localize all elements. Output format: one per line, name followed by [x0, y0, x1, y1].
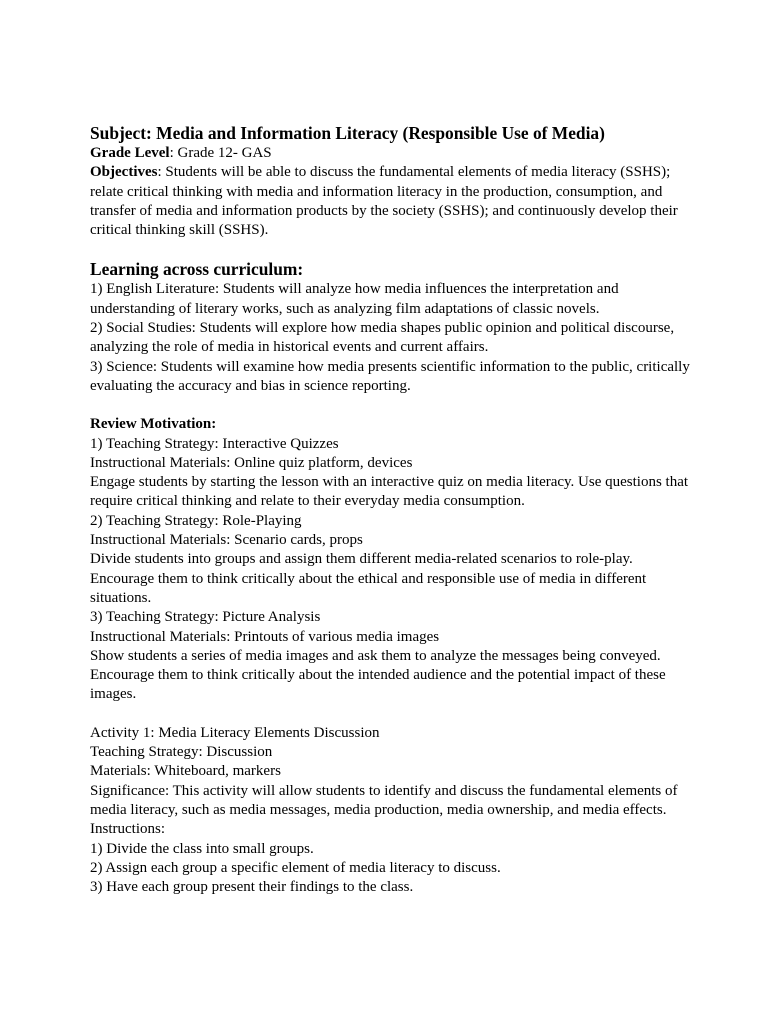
- review-heading: Review Motivation:: [90, 416, 217, 433]
- review-line: Instructional Materials: Scenario cards, props: [90, 532, 363, 549]
- grade-level-line: [90, 144, 690, 163]
- activity-line: Materials: Whiteboard, markers: [90, 763, 281, 780]
- review-line: Divide students into groups and assign them different media-related scenarios to role-play. Encourage them to think critically about the ethical and responsible use of media in different situations.: [90, 551, 647, 606]
- review-line: Show students a series of media images and ask them to analyze the messages being conveyed. Encourage them to think critically about the intended audience and the potential impact of these images.: [90, 647, 666, 703]
- document-page: [90, 122, 690, 897]
- activity-line: 2) Assign each group a specific element of media literacy to discuss.: [90, 859, 501, 876]
- learning-heading: Learning across curriculum:: [90, 259, 304, 280]
- activity-line: Instructions:: [90, 821, 165, 838]
- review-line: Instructional Materials: Online quiz platform, devices: [90, 454, 413, 471]
- activity-line: 1) Divide the class into small groups.: [90, 840, 314, 857]
- review-line: Instructional Materials: Printouts of various media images: [90, 628, 440, 645]
- review-line: 1) Teaching Strategy: Interactive Quizzes: [90, 435, 339, 452]
- spacer: [90, 240, 690, 258]
- activity-line: Teaching Strategy: Discussion: [90, 744, 273, 761]
- activity-line: Significance: This activity will allow students to identify and discuss the fundamental elements of media literacy, such as media messages, media production, media ownership, and media effects.: [90, 782, 678, 818]
- learning-item: 2) Social Studies: Students will explore how media shapes public opinion and political discourse, analyzing the role of media in historical events and current affairs.: [90, 320, 675, 356]
- document-title: Subject: Media and Information Literacy (Responsible Use of Media): [90, 123, 605, 143]
- review-line: 2) Teaching Strategy: Role-Playing: [90, 512, 302, 529]
- spacer: [90, 396, 690, 415]
- activity-line: 3) Have each group present their findings to the class.: [90, 879, 414, 896]
- review-line: 3) Teaching Strategy: Picture Analysis: [90, 609, 321, 626]
- objectives-text: : Students will be able to discuss the fundamental elements of media literacy (SSHS); relate critical thinking with media and information literacy in the production, consumption, and transfer of media and information products by the society (SSHS); and continuously develop their critical thinking skill (SSHS).: [90, 164, 678, 239]
- objectives-label: Objectives: [90, 164, 158, 181]
- grade-level-value: : Grade 12- GAS: [169, 145, 272, 161]
- review-line: Engage students by starting the lesson with an interactive quiz on media literacy. Use questions that require critical thinking and relate to their everyday media consumption.: [90, 474, 689, 510]
- grade-level-label: Grade Level: [90, 145, 170, 161]
- activity-line: Activity 1: Media Literacy Elements Discussion: [90, 724, 380, 741]
- spacer: [90, 705, 690, 724]
- learning-item: 3) Science: Students will examine how media presents scientific information to the public, critically evaluating the accuracy and bias in science reporting.: [90, 358, 690, 394]
- learning-item: 1) English Literature: Students will analyze how media influences the interpretation and understanding of literary works, such as analyzing film adaptations of classic novels.: [90, 281, 619, 317]
- objectives-paragraph: [90, 163, 690, 240]
